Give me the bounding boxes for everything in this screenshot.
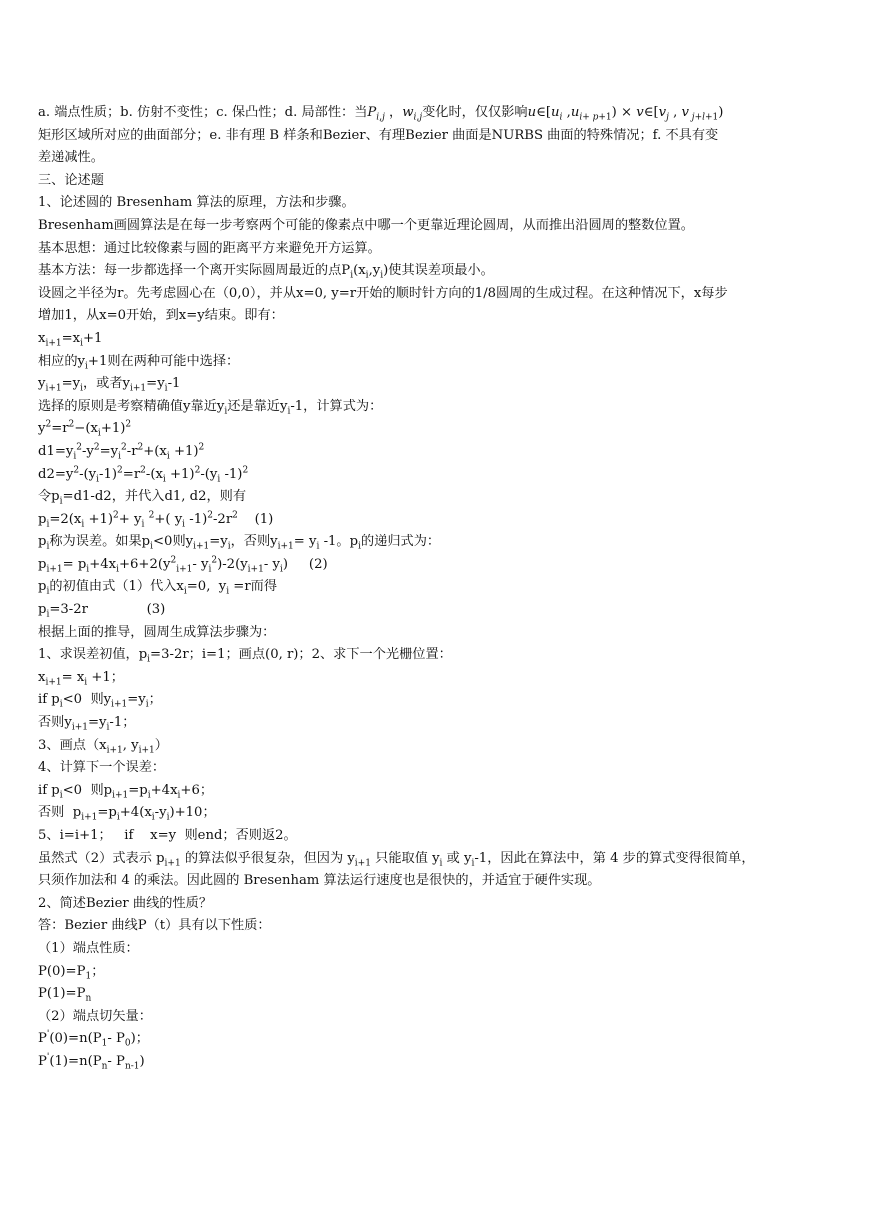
text-line-p26: $x_{i+1}= x_i +1$；: [38, 669, 124, 688]
text-line-p39: $P(0)=P_1$；: [38, 963, 105, 982]
text-line-p18: 令$p_i=d1-d2$，并代入d1, d2，则有: [38, 489, 247, 507]
text-line-p36: 2、简述Bezier 曲线的性质？: [38, 895, 213, 911]
text-line-p19: $p_i=2(x_i +1)^2+ y_i$ $^2$+( $y_i$ $-1)^2-2r^2$ (1): [38, 510, 274, 530]
text-line-p13: $y_{i+1}=y_i$，或者$y_{i+1}=y_i-1$: [38, 376, 181, 394]
text-line-p15: $y^2=r^2-(x_i+1)^2$: [38, 419, 132, 439]
document-page: [38, 102, 834, 1074]
text-line-p37: 答：Bezier 曲线P（t）具有以下性质：: [38, 918, 271, 934]
text-line-p43: $P'(1)=n(P_n-$ $P_{n-1}$): [38, 1052, 145, 1072]
text-line-p31: if $p_i<0$ 则$p_{i+1}=p_i+4x_i+6$；: [38, 782, 214, 801]
text-line-p38: （1）端点性质：: [38, 940, 139, 956]
text-line-p07: 基本思想：通过比较像素与圆的距离平方来避免开方运算。: [38, 240, 381, 256]
text-line-p28: 否则$y_{i+1}=y_i-1$；: [38, 715, 136, 733]
text-line-p16: $d1=y_i^2-y^2=y_i^2-r^2+(x_i +1)^2$: [38, 442, 205, 462]
text-line-p10: 增加1，从x=0开始，到x=y结束。即有：: [38, 308, 284, 324]
text-line-p05: 1、论述圆的 Bresenham 算法的原理，方法和步骤。: [38, 195, 355, 211]
text-line-p29: 3、画点（$x_{i+1}$, $y_{i+1}$）: [38, 737, 168, 756]
text-line-p23: $p_i=3-2r$ (3): [38, 602, 166, 620]
text-line-p30: 4、计算下一个误差：: [38, 760, 166, 776]
text-line-p42: $P'(0)=n(P_1-$ $P_0$)；: [38, 1029, 149, 1049]
text-line-p27: if $p_i<0$ 则$y_{i+1}=y_i$；: [38, 692, 162, 711]
text-line-p35: 只须作加法和 4 的乘法。因此圆的 Bresenham 算法运行速度也是很快的，并适宜于硬件实现。: [38, 873, 601, 889]
text-line-p24: 根据上面的推导，圆周生成算法步骤为：: [38, 624, 276, 640]
text-line-p02: 矩形区域所对应的曲面部分；e. 非有理 B 样条和Bezier、有理Bezier 曲面是NURBS 曲面的特殊情况；f. 不具有变: [38, 127, 719, 143]
text-line-p32: 否则 $p_{i+1}=p_i+4(x_i-y_i)+10$；: [38, 805, 216, 824]
text-line-p40: $P(1)=P_n$: [38, 986, 92, 1004]
text-line-p12: 相应的$y_i+1$则在两种可能中选择：: [38, 353, 240, 372]
text-line-p09: 设圆之半径为r。先考虑圆心在（0,0），并从x=0, y=r开始的顺时针方向的1/8圆周的生成过程。在这种情况下，x每步: [38, 285, 728, 301]
text-line-p11: $x_{i+1}=x_i+1$: [38, 330, 103, 349]
text-line-p03: 差递减性。: [38, 150, 104, 166]
text-line-p04: 三、论述题: [38, 172, 104, 188]
text-line-p25: 1、求误差初值，$p_i=3-2r$；i=1；画点(0, r)；2、求下一个光栅位置：: [38, 647, 452, 665]
text-line-p06: Bresenham画圆算法是在每一步考察两个可能的像素点中哪一个更靠近理论圆周，从而推出沿圆周的整数位置。: [38, 217, 694, 233]
text-line-p14: 选择的原则是考察精确值y靠近$y_i$还是靠近$y_i-1$，计算式为：: [38, 398, 383, 417]
text-line-p22: $p_i$的初值由式（1）代入$x_i=0$, $y_i =r$而得: [38, 579, 278, 598]
text-line-p17: $d2=y^2-(y_i-1)^2=r^2-(x_i +1)^2-(y_i$ -1)$^2$: [38, 465, 249, 485]
text-line-p01: a. 端点性质；b. 仿射不变性；c. 保凸性；d. 局部性：当$P_{i,j}$ ，$w_{i,j}$变化时，仅仅影响$u\in[u_i$ $,u_{i+ p+1}$) × $v\in[v_j$ , v $_{j+l+1}$): [38, 105, 724, 123]
text-line-p20: $p_i$称为误差。如果$p_i<0$则$y_{i+1}=y_i$，否则$y_{i+1}= y_i$ -1。$p_i$的递归式为：: [38, 534, 441, 552]
text-line-p41: （2）端点切矢量：: [38, 1008, 152, 1024]
text-line-p21: $p_{i+1}= p_i+4x_i+6+2(y^2_{i+1}-$ $y_i^2)-2(y_{i+1}-$ $y_i$) (2): [38, 555, 328, 575]
text-line-p33: 5、i=i+1； if x=y 则end；否则返2。: [38, 828, 297, 843]
text-line-p34: 虽然式（2）式表示 $p_{i+1}$ 的算法似乎很复杂，但因为 $y_{i+1}$ 只能取值 $y_i$ 或 $y_i-1$，因此在算法中，第 4 步的算式变得很简单，: [38, 850, 755, 869]
text-line-p08: 基本方法：每一步都选择一个离开实际圆周最近的点$P_i(x_i,y_i)$使其误差项最小。: [38, 263, 494, 281]
